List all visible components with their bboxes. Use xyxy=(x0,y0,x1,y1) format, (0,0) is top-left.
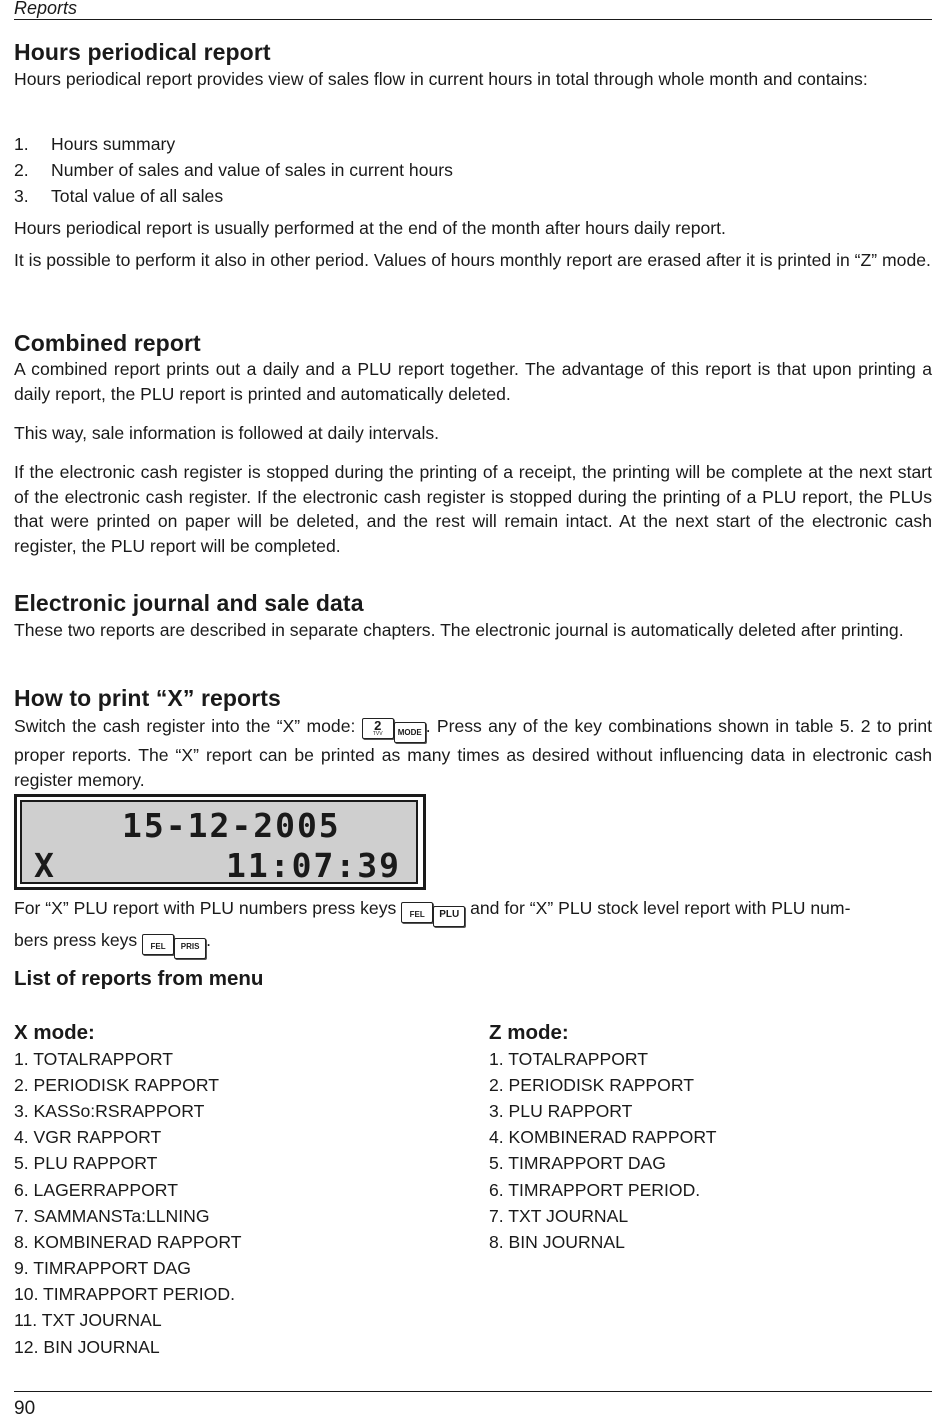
list-item-text: Total value of all sales xyxy=(51,186,224,206)
plu-keys-text-c: bers press keys xyxy=(14,930,138,950)
list-item xyxy=(14,184,223,208)
list-item: 10. TIMRAPPORT PERIOD. xyxy=(14,1284,235,1304)
plu-keys-text-d: . xyxy=(206,930,211,950)
z-mode-heading: Z mode: xyxy=(489,1021,569,1044)
x-mode-heading: X mode: xyxy=(14,1021,95,1044)
list-item: 2. PERIODISK RAPPORT xyxy=(489,1075,694,1095)
key-2-button[interactable] xyxy=(362,718,394,739)
key-2-sublabel: TVV xyxy=(372,731,383,737)
list-item: 12. BIN JOURNAL xyxy=(14,1337,160,1357)
hours-report-paragraph-2: Hours periodical report is usually performed at the end of the month after hours daily report. xyxy=(14,218,726,238)
page-number: 90 xyxy=(14,1398,36,1419)
list-item xyxy=(14,158,453,182)
footer-divider xyxy=(14,1391,932,1392)
list-item: 8. BIN JOURNAL xyxy=(489,1232,625,1252)
header-section-title: Reports xyxy=(14,0,78,18)
list-item: 7. TXT JOURNAL xyxy=(489,1206,629,1226)
x-reports-paragraph xyxy=(14,714,932,792)
list-item: 1. TOTALRAPPORT xyxy=(14,1049,174,1069)
list-item xyxy=(14,132,175,156)
list-item: 2. PERIODISK RAPPORT xyxy=(14,1075,219,1095)
list-item-text: Number of sales and value of sales in current hours xyxy=(51,160,453,180)
lcd-time: 11:07:39 xyxy=(226,846,401,885)
list-item: 6. TIMRAPPORT PERIOD. xyxy=(489,1180,701,1200)
list-item: 7. SAMMANSTa:LLNING xyxy=(14,1206,210,1226)
x-reports-heading: How to print “X” reports xyxy=(14,685,281,711)
list-item: 4. VGR RAPPORT xyxy=(14,1127,162,1147)
list-item: 8. KOMBINERAD RAPPORT xyxy=(14,1232,242,1252)
x-mode-instruction: Switch the cash register into the “X” mode: xyxy=(14,716,356,736)
list-item: 5. TIMRAPPORT DAG xyxy=(489,1153,666,1173)
document-page xyxy=(14,0,932,1418)
combined-report-paragraph-1: A combined report prints out a daily and a PLU report together. The advantage of this report is that upon printing a daily report, the PLU report is printed and automatically deleted. xyxy=(14,359,932,404)
hours-report-intro: Hours periodical report provides view of sales flow in current hours in total through whole month and contains: xyxy=(14,69,868,89)
lcd-date: 15-12-2005 xyxy=(122,806,341,845)
journal-paragraph: These two reports are described in separate chapters. The electronic journal is automatically deleted after printing. xyxy=(14,620,904,640)
plu-keys-text-b: and for “X” PLU stock level report with PLU num- xyxy=(470,898,851,918)
key-2-label: 2 xyxy=(374,718,382,733)
hours-report-paragraph-3: It is possible to perform it also in other period. Values of hours monthly report are erased after it is printed in “Z” mode. xyxy=(14,250,931,270)
lcd-display xyxy=(14,794,426,890)
list-item: 5. PLU RAPPORT xyxy=(14,1153,158,1173)
combined-report-heading: Combined report xyxy=(14,330,201,356)
x-reports-explanation: . Press any of the key combinations shown in table 5. 2 to print proper reports. The “X” report can be printed as many times as desired without influencing data in electronic cash register memory. xyxy=(14,716,933,790)
list-item-number: 2. xyxy=(14,160,29,180)
list-item: 3. PLU RAPPORT xyxy=(489,1101,633,1121)
plu-keys-text-a: For “X” PLU report with PLU numbers press keys xyxy=(14,898,397,918)
mode-key-button[interactable]: MODE xyxy=(394,722,426,743)
menu-reports-heading: List of reports from menu xyxy=(14,967,264,990)
list-item: 9. TIMRAPPORT DAG xyxy=(14,1258,191,1278)
lcd-screen xyxy=(20,800,418,884)
hours-report-heading: Hours periodical report xyxy=(14,39,271,65)
lcd-mode-indicator: X xyxy=(34,846,56,885)
list-item: 6. LAGERRAPPORT xyxy=(14,1180,178,1200)
plu-keys-paragraph xyxy=(14,895,932,959)
list-item: 3. KASSo:RSRAPPORT xyxy=(14,1101,205,1121)
plu-key-button[interactable]: PLU xyxy=(433,906,465,927)
journal-heading: Electronic journal and sale data xyxy=(14,590,364,616)
list-item: 11. TXT JOURNAL xyxy=(14,1310,162,1330)
list-item-number: 3. xyxy=(14,186,29,206)
pris-key-button[interactable]: PRIS xyxy=(174,938,206,959)
page-header xyxy=(14,0,932,20)
list-item-number: 1. xyxy=(14,134,29,154)
fel-key-button[interactable]: FEL xyxy=(401,902,433,923)
list-item: 1. TOTALRAPPORT xyxy=(489,1049,649,1069)
fel-key-button[interactable]: FEL xyxy=(142,934,174,955)
list-item-text: Hours summary xyxy=(51,134,176,154)
list-item: 4. KOMBINERAD RAPPORT xyxy=(489,1127,717,1147)
combined-report-paragraph-3: If the electronic cash register is stopped during the printing of a receipt, the printing will be complete at the next start of the electronic cash register. If the electronic cash register is stopped during the printing of a PLU report, the PLUs that were printed on paper will be deleted, and the rest will remain intact. At the next start of the electronic cash register, the PLU report will be completed. xyxy=(14,462,932,556)
combined-report-paragraph-2: This way, sale information is followed at daily intervals. xyxy=(14,423,440,443)
